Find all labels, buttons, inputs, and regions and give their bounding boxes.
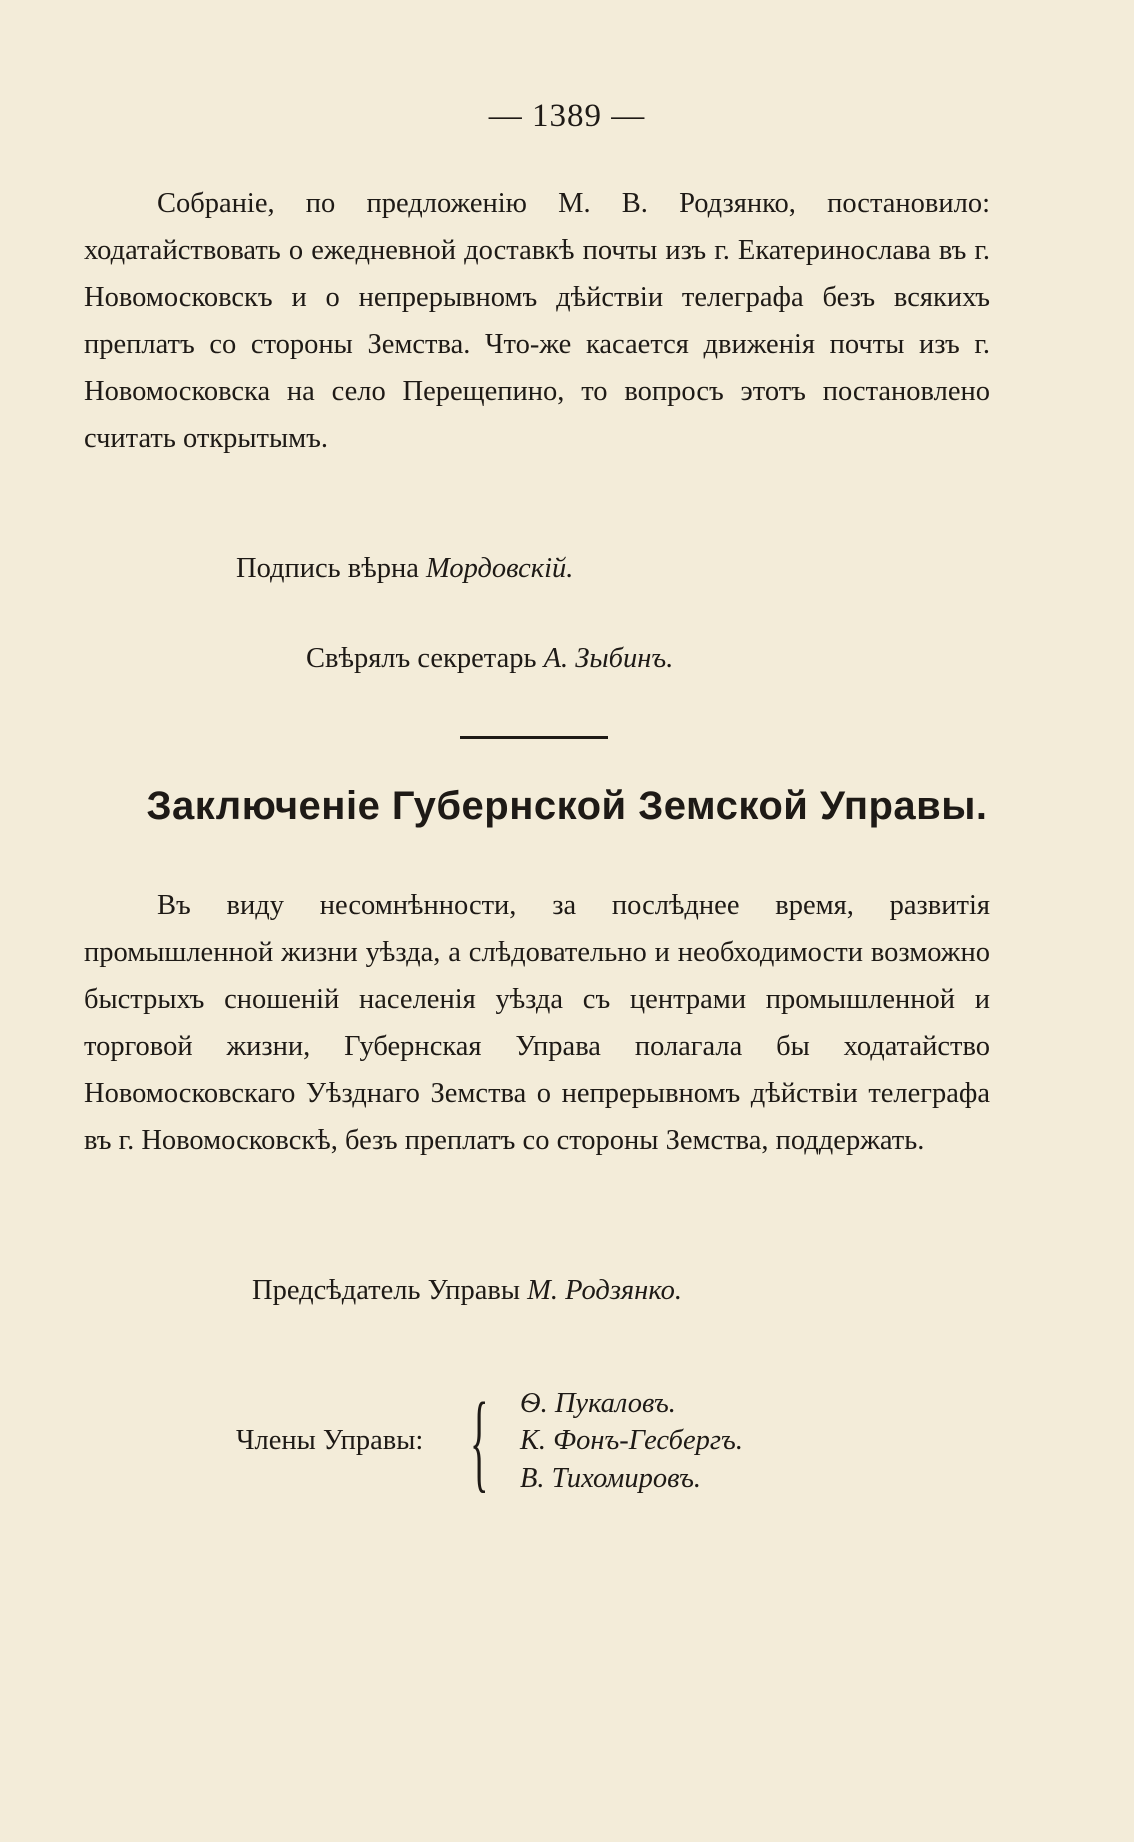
secretary-checked-line (306, 643, 673, 675)
chairman-line (252, 1275, 682, 1307)
signature-verified-line (236, 553, 573, 585)
member-name: К. Фонъ-Гесбергъ. (520, 1425, 743, 1456)
secretary-checked-label: Свѣрялъ секретарь (306, 643, 537, 674)
section-divider (460, 736, 608, 739)
signature-verified-label: Подпись вѣрна (236, 553, 419, 584)
signature-verified-name: Мордовскій. (426, 553, 574, 584)
chairman-label: Предсѣдатель Управы (252, 1275, 521, 1306)
page-number: — 1389 — (488, 98, 646, 134)
conclusion-paragraph: Въ виду несомнѣнности, за послѣднее время, развитія промышленной жизни уѣзда, а слѣдовательно и необходимости возможно быстрыхъ сношеній населенія уѣзда съ центрами промышленной и торговой жизни, Губернская Управа полагала бы ходатайство Новомосковскаго Уѣзднаго Земства о непрерывномъ дѣйствіи телеграфа въ г. Новомосковскѣ, безъ преплатъ со стороны Земства, поддержать. (84, 890, 990, 1156)
secretary-checked-name: А. Зыбинъ. (543, 643, 674, 674)
member-name: В. Тихомировъ. (520, 1463, 702, 1494)
section-heading: Заключеніе Губернской Земской Управы. (146, 784, 988, 828)
resolution-paragraph: Собраніе, по предложенію М. В. Родзянко, постановило: ходатайствовать о ежедневной доставкѣ почты изъ г. Екатеринослава въ г. Новомосковскъ и о непрерывномъ дѣйствіи телеграфа безъ всякихъ преплатъ со стороны Земства. Что-же касается движенія почты изъ г. Новомосковска на село Перещепино, то вопросъ этотъ постановлено считать открытымъ. (84, 188, 990, 454)
members-brace: { (470, 1380, 489, 1502)
member-name: Ѳ. Пукаловъ. (520, 1388, 676, 1419)
members-label: Члены Управы: (236, 1425, 424, 1456)
chairman-name: М. Родзянко. (527, 1275, 682, 1306)
